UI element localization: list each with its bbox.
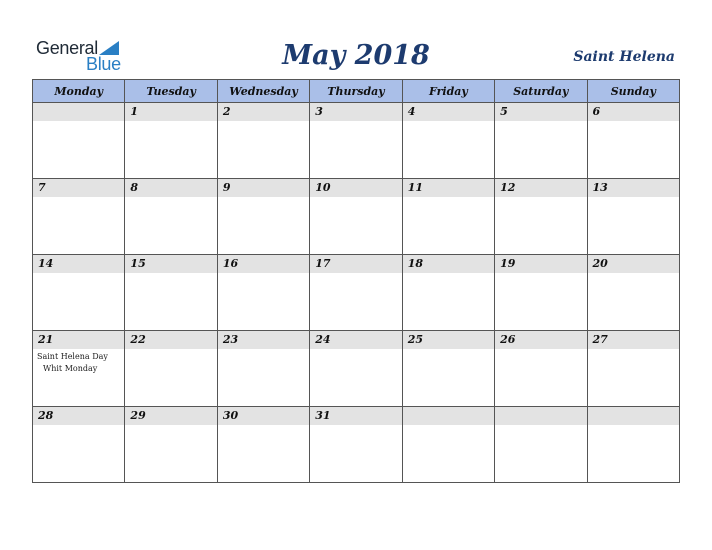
day-number: 15 (125, 255, 216, 273)
weekday-header: Thursday (310, 80, 402, 103)
day-cell (495, 103, 587, 179)
day-cell (402, 255, 494, 331)
day-number: 17 (310, 255, 401, 273)
day-number: 8 (125, 179, 216, 197)
weekday-header: Saturday (495, 80, 587, 103)
region-name: Saint Helena (573, 49, 675, 65)
day-cell (402, 407, 494, 483)
day-number (33, 103, 124, 121)
day-number: 22 (125, 331, 216, 349)
day-cell (587, 407, 679, 483)
day-cell (125, 255, 217, 331)
day-cell (587, 179, 679, 255)
week-row (33, 331, 680, 407)
week-row (33, 179, 680, 255)
day-cell (217, 179, 309, 255)
day-cell (495, 255, 587, 331)
day-number: 12 (495, 179, 586, 197)
day-cell (33, 407, 125, 483)
day-cell (587, 255, 679, 331)
day-number: 23 (218, 331, 309, 349)
day-events (33, 349, 124, 375)
day-number: 6 (588, 103, 679, 121)
day-number: 9 (218, 179, 309, 197)
day-cell (495, 331, 587, 407)
weekday-header: Monday (33, 80, 125, 103)
day-number: 25 (403, 331, 494, 349)
week-row (33, 103, 680, 179)
holiday-label: Saint Helena Day (37, 352, 108, 361)
day-number: 27 (588, 331, 679, 349)
day-cell (402, 103, 494, 179)
day-cell (125, 179, 217, 255)
day-number: 16 (218, 255, 309, 273)
day-number (403, 407, 494, 425)
day-cell (587, 103, 679, 179)
day-number: 2 (218, 103, 309, 121)
day-number: 18 (403, 255, 494, 273)
day-cell (310, 179, 402, 255)
day-number: 21 (33, 331, 124, 349)
day-number: 1 (125, 103, 216, 121)
logo-general-text: General (36, 38, 98, 58)
day-cell (217, 255, 309, 331)
day-cell (125, 103, 217, 179)
day-cell (125, 407, 217, 483)
day-number: 26 (495, 331, 586, 349)
day-number (495, 407, 586, 425)
day-cell (217, 407, 309, 483)
day-cell (495, 407, 587, 483)
day-number: 10 (310, 179, 401, 197)
day-cell (310, 103, 402, 179)
weekday-header-row (33, 80, 680, 103)
logo-blue-text: Blue (86, 54, 121, 74)
day-number: 20 (588, 255, 679, 273)
day-cell (33, 179, 125, 255)
day-number: 3 (310, 103, 401, 121)
calendar-grid (32, 79, 680, 483)
day-number: 11 (403, 179, 494, 197)
day-cell (310, 331, 402, 407)
day-number: 5 (495, 103, 586, 121)
day-number: 14 (33, 255, 124, 273)
day-cell (310, 255, 402, 331)
weekday-header: Sunday (587, 80, 679, 103)
day-cell (587, 331, 679, 407)
day-number: 28 (33, 407, 124, 425)
weekday-header: Friday (402, 80, 494, 103)
day-cell (495, 179, 587, 255)
day-cell (33, 103, 125, 179)
day-number: 31 (310, 407, 401, 425)
day-cell (33, 255, 125, 331)
day-number: 30 (218, 407, 309, 425)
weekday-header: Tuesday (125, 80, 217, 103)
day-number: 13 (588, 179, 679, 197)
day-number: 4 (403, 103, 494, 121)
day-cell (217, 103, 309, 179)
day-number: 24 (310, 331, 401, 349)
day-cell (402, 179, 494, 255)
calendar-title: May 2018 (282, 40, 430, 71)
day-number: 29 (125, 407, 216, 425)
day-number (588, 407, 679, 425)
day-cell (125, 331, 217, 407)
day-cell (402, 331, 494, 407)
weekday-header: Wednesday (217, 80, 309, 103)
holiday-label: Whit Monday (43, 364, 98, 373)
day-cell (33, 331, 125, 407)
week-row (33, 407, 680, 483)
day-cell (217, 331, 309, 407)
day-cell (310, 407, 402, 483)
day-number: 7 (33, 179, 124, 197)
day-number: 19 (495, 255, 586, 273)
week-row (33, 255, 680, 331)
